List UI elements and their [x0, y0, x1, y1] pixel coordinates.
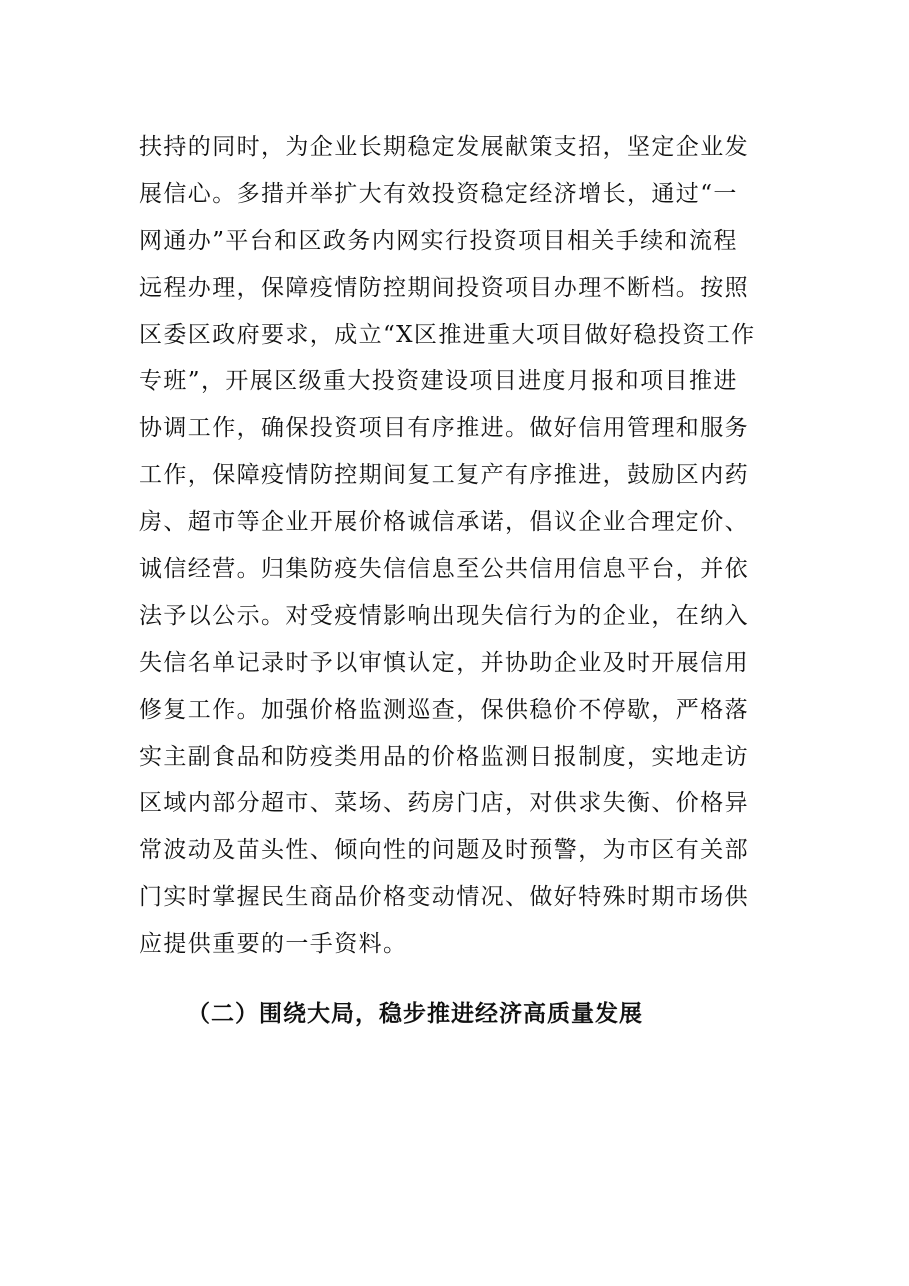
paragraph-line: 展信心。多措并举扩大有效投资稳定经济增长，通过“一: [139, 180, 738, 207]
paragraph-line: 区委区政府要求，成立“X区推进重大项目做好稳投资工作: [139, 321, 756, 348]
paragraph-line: 远程办理，保障疫情防控期间投资项目办理不断档。按照: [139, 274, 749, 301]
paragraph-line: 法予以公示。对受疫情影响出现失信行为的企业，在纳入: [139, 602, 749, 629]
paragraph-line: 扶持的同时，为企业长期稳定发展献策支招，坚定企业发: [139, 134, 749, 160]
paragraph-line: 协调工作，确保投资项目有序推进。做好信用管理和服务: [139, 415, 749, 442]
paragraph-line: 应提供重要的一手资料。: [139, 931, 408, 958]
body-paragraph: [139, 124, 756, 968]
section-heading: （二）围绕大局，稳步推进经济高质量发展: [187, 1001, 643, 1027]
paragraph-line: 区域内部分超市、菜场、药房门店，对供求失衡、价格异: [139, 790, 749, 817]
paragraph-line: 工作，保障疫情防控期间复工复产有序推进，鼓励区内药: [139, 462, 749, 489]
paragraph-line: 修复工作。加强价格监测巡查，保供稳价不停歇，严格落: [139, 696, 749, 723]
paragraph-line: 诚信经营。归集防疫失信信息至公共信用信息平台，并依: [139, 556, 749, 583]
paragraph-line: 常波动及苗头性、倾向性的问题及时预警，为市区有关部: [139, 837, 749, 864]
paragraph-line: 房、超市等企业开展价格诚信承诺，倡议企业合理定价、: [139, 509, 749, 536]
paragraph-line: 失信名单记录时予以审慎认定，并协助企业及时开展信用: [139, 649, 749, 676]
paragraph-line: 实主副食品和防疫类用品的价格监测日报制度，实地走访: [139, 743, 749, 770]
paragraph-line: 门实时掌握民生商品价格变动情况、做好特殊时期市场供: [139, 884, 749, 911]
paragraph-line: 专班”，开展区级重大投资建设项目进度月报和项目推进: [139, 368, 738, 395]
paragraph-line: 网通办”平台和区政务内网实行投资项目相关手续和流程: [139, 227, 738, 254]
